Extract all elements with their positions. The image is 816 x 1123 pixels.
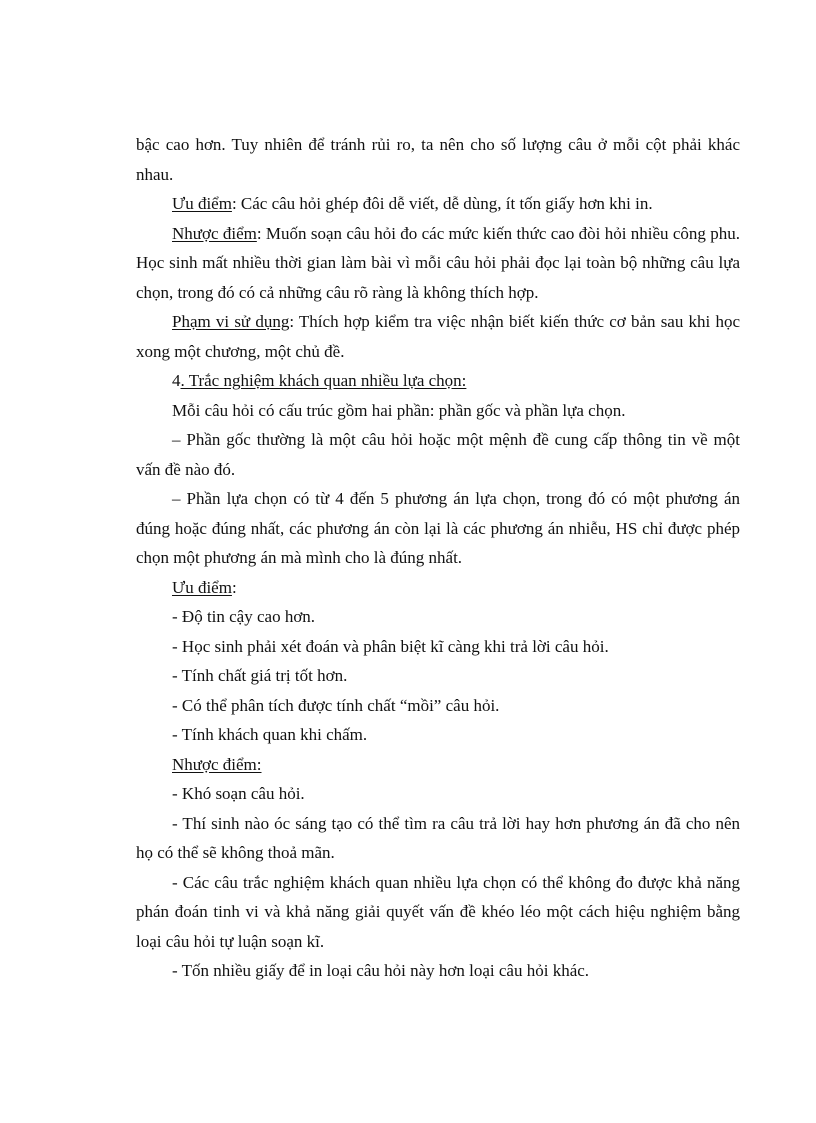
- section-4-title: . Trắc nghiệm khách quan nhiều lựa chọn:: [180, 371, 467, 390]
- section-4-heading: [136, 366, 740, 396]
- advantage-item: - Độ tin cậy cao hơn.: [172, 607, 316, 626]
- disadvantage-item: - Các câu trắc nghiệm khách quan nhiều lựa chọn có thể không đo được khả năng phán đoán tinh vi và khả năng giải quyết vấn đề khéo léo một cách hiệu nghiệm bằng loại câu hỏi tự luận soạn kĩ.: [136, 872, 740, 951]
- section-4-number: 4: [172, 371, 181, 390]
- stem-part-paragraph: – Phần gốc thường là một câu hỏi hoặc một mệnh đề cung cấp thông tin về một vấn đề nào đó.: [136, 430, 740, 479]
- mcq-disadvantages-heading: [136, 750, 740, 780]
- advantage-item: - Có thể phân tích được tính chất “mồi” câu hỏi.: [172, 695, 500, 715]
- advantage-item: - Học sinh phải xét đoán và phân biệt kĩ càng khi trả lời câu hỏi.: [172, 636, 609, 656]
- disadvantages-label: Nhược điểm: [172, 223, 257, 243]
- advantages-label: Ưu điểm: [172, 194, 232, 213]
- mcq-advantages-heading: [136, 573, 740, 603]
- scope-label: Phạm vi sử dụng: [172, 312, 290, 331]
- disadvantage-item: - Thí sinh nào óc sáng tạo có thể tìm ra câu trả lời hay hơn phương án đã cho nên họ có thể sẽ không thoả mãn.: [136, 813, 740, 862]
- intro-paragraph: bậc cao hơn. Tuy nhiên để tránh rủi ro, ta nên cho số lượng câu ở mỗi cột phải khác nhau.: [136, 135, 740, 184]
- disadvantages-text: : Muốn soạn câu hỏi đo các mức kiến thức cao đòi hỏi nhiều công phu. Học sinh mất nhiều thời gian làm bài vì mỗi câu hỏi phải đọc lại toàn bộ những câu lựa chọn, trong đó có cả những câu rõ ràng là không thích hợp.: [136, 223, 740, 302]
- mcq-advantages-label: Ưu điểm: [172, 577, 232, 597]
- mcq-disadvantages-label: Nhược điểm:: [172, 754, 262, 774]
- disadvantage-item: - Khó soạn câu hỏi.: [172, 784, 305, 803]
- advantage-item: - Tính khách quan khi chấm.: [172, 725, 368, 744]
- advantage-item: - Tính chất giá trị tốt hơn.: [172, 666, 348, 685]
- disadvantage-item: - Tốn nhiều giấy để in loại câu hỏi này hơn loại câu hỏi khác.: [172, 961, 590, 980]
- mcq-advantages-colon: :: [231, 577, 237, 597]
- options-part-paragraph: – Phần lựa chọn có từ 4 đến 5 phương án lựa chọn, trong đó có một phương án đúng hoặc đúng nhất, các phương án còn lại là các phương án nhiễu, HS chỉ được phép chọn một phương án mà mình cho là đúng nhất.: [136, 489, 740, 567]
- scope-text: : Thích hợp kiểm tra việc nhận biết kiến thức cơ bản sau khi học xong một chương, một chủ đề.: [136, 312, 740, 361]
- matching-scope-paragraph: [136, 307, 740, 366]
- matching-disadvantages-paragraph: [136, 219, 740, 308]
- structure-paragraph: Mỗi câu hỏi có cấu trúc gồm hai phần: phần gốc và phần lựa chọn.: [172, 400, 626, 420]
- advantages-text: : Các câu hỏi ghép đôi dễ viết, dễ dùng, ít tốn giấy hơn khi in.: [231, 194, 653, 213]
- document-page: [136, 130, 740, 986]
- matching-advantages-paragraph: [136, 189, 740, 219]
